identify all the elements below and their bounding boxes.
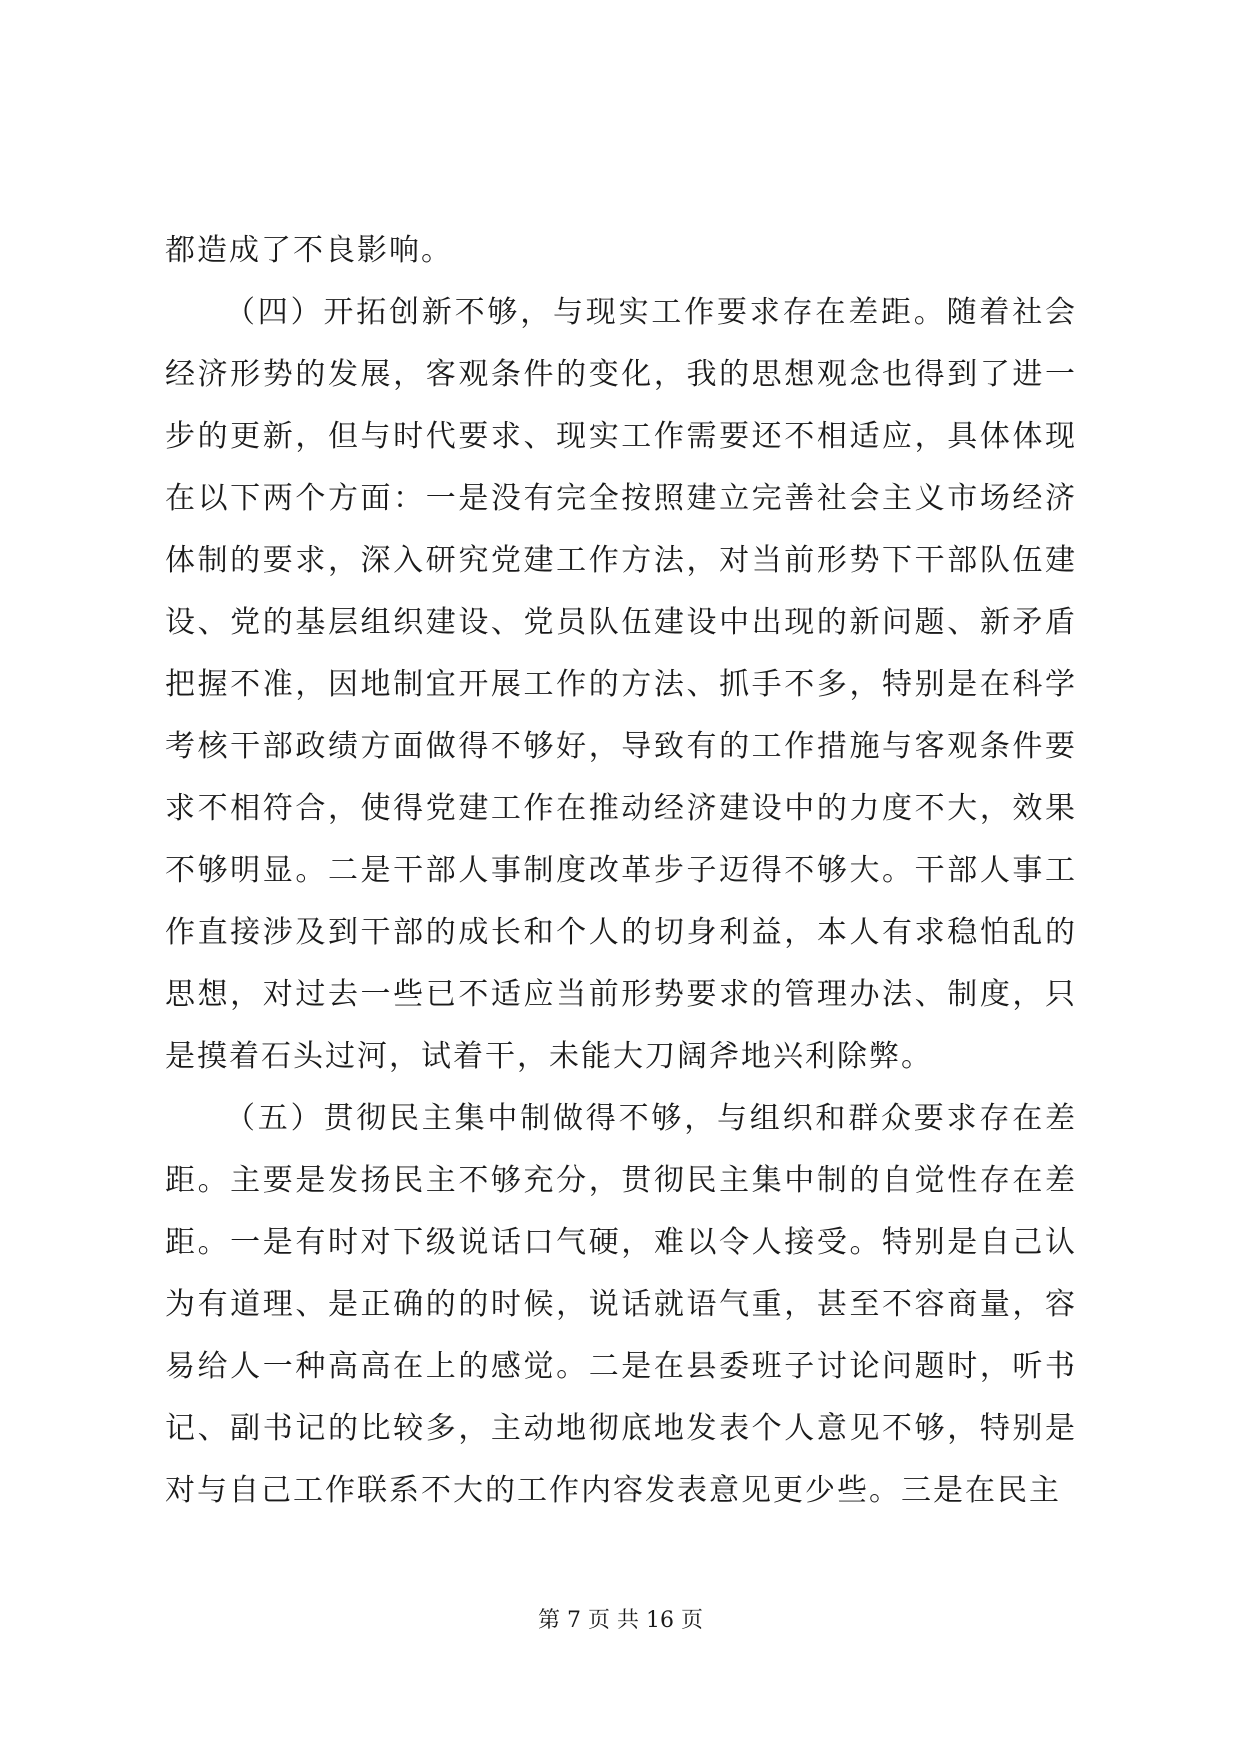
paragraph-continuation: 都造成了不良影响。 [165,233,453,268]
document-body [165,220,1077,1522]
paragraph-section-4: （四）开拓创新不够，与现实工作要求存在差距。随着社会经济形势的发展，客观条件的变化，我的思想观念也得到了进一步的更新，但与时代要求、现实工作需要还不相适应，具体体现在以下两个方面：一是没有完全按照建立完善社会主义市场经济体制的要求，深入研究党建工作方法，对当前形势下干部队伍建设、党的基层组织建设、党员队伍建设中出现的新问题、新矛盾把握不准，因地制宜开展工作的方法、抓手不多，特别是在科学考核干部政绩方面做得不够好，导致有的工作措施与客观条件要求不相符合，使得党建工作在推动经济建设中的力度不大，效果不够明显。二是干部人事制度改革步子迈得不够大。干部人事工作直接涉及到干部的成长和个人的切身利益，本人有求稳怕乱的思想，对过去一些已不适应当前形势要求的管理办法、制度，只是摸着石头过河，试着干，未能大刀阔斧地兴利除弊。 [165,295,1077,1074]
paragraph-section-5: （五）贯彻民主集中制做得不够，与组织和群众要求存在差距。主要是发扬民主不够充分，贯彻民主集中制的自觉性存在差距。一是有时对下级说话口气硬，难以令人接受。特别是自己认为有道理、是正确的的时候，说话就语气重，甚至不容商量，容易给人一种高高在上的感觉。二是在县委班子讨论问题时，听书记、副书记的比较多，主动地彻底地发表个人意见不够，特别是对与自己工作联系不大的工作内容发表意见更少些。三是在民主 [165,1101,1077,1508]
page-footer: 第 7 页 共 16 页 [538,1608,703,1633]
